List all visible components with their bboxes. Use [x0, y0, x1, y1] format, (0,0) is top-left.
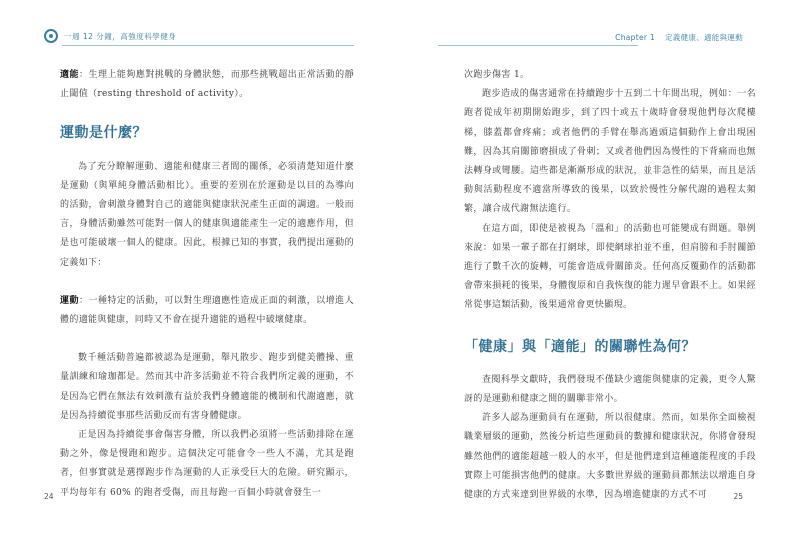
exercise-term: 運動: [60, 295, 79, 306]
header-rule-left: [62, 45, 354, 46]
section-heading-what-is-exercise: 運動是什麼？: [60, 125, 147, 142]
paragraph: 查閱科學文獻時，我們發現不僅缺少適能與健康的定義，更令人驚訝的是運動和健康之間的關聯非常小。: [464, 374, 756, 405]
paragraph: 在這方面，即使是被視為「溫和」的活動也可能變成有問題。舉例來說：如果一輩子都在打網球，即使網球拍並不重，但肩膀和手肘關節進行了數千次的旋轉，可能會造成骨關節炎。任何高反覆動作的活動都會帶來損耗的後果，身體復原和自我恢復的能力遲早會跟不上。如果經常從事這類活動，後果通常會更快顯現。: [464, 223, 756, 311]
running-header-right: [605, 32, 743, 43]
paragraph: 數千種活動普遍都被認為是運動，舉凡散步、跑步到健美體操、重量訓練和瑜珈都是。然而其中許多活動並不符合我們所定義的運動，不是因為它們在無法有效刺激有益於我們身體適能的機制和代謝適應，就是因為持續從事那些活動反而有害身體健康。: [60, 353, 354, 421]
section-heading-health-fitness: 「健康」與「適能」的關聯性為何？: [464, 338, 696, 355]
fitness-definition-text: ：生理上能夠應對挑戰的身體狀態，而那些挑戰超出正常活動的靜止閾值（resting threshold of activity）。: [60, 70, 355, 100]
right-page-body: [464, 66, 756, 505]
left-page-body: [60, 66, 354, 503]
circle-bullet-icon: [44, 29, 58, 43]
exercise-definition-text: ：一種特定的活動，可以對生理適應性造成正面的刺激，以增進人體的適能與健康，同時又不會在提升適能的過程中破壞健康。: [60, 295, 355, 326]
header-rule-right: [438, 45, 638, 46]
exercise-definition: [60, 292, 354, 330]
page-number-right: 25: [733, 492, 743, 501]
chapter-label: Chapter 1: [615, 33, 655, 42]
fitness-definition: [60, 66, 354, 104]
paragraph: 正是因為持續從事會傷害身體，所以我們必須將一些活動排除在運動之外，像是慢跑和跑步。這個決定可能會令一些人不滿，尤其是跑者，但事實就是選擇跑步作為運動的人正承受巨大的危險。研究顯示，平均每年有 60% 的跑者受傷，而且每跑一百個小時就會發生一: [60, 430, 354, 498]
fitness-term: 適能: [60, 70, 79, 80]
paragraph-continuation: 次跑步傷害 1。: [464, 70, 530, 80]
paragraph: 跑步造成的傷害通常在持續跑步十五到二十年間出現，例如：一名跑者從成年初期開始跑步，到了四十或五十歲時會發現他們每次爬樓梯，膝蓋都會疼痛；或者他們的手臂在舉高過頭這個動作上會出現困難，因為其肩關節磨損成了骨刺；又或者他們因為慢性的下背痛而也無法轉身或彎腰。這些都是漸漸形成的狀況，並非急性的結果，而且是活動與活動程度不適當所導致的後果，以致於慢性分解代謝的過程太頻繁，讓合成代謝無法進行。: [464, 89, 756, 215]
paragraph: 為了充分瞭解運動、適能和健康三者間的關係，必須清楚知道什麼是運動（與單純身體活動相比）。重要的差別在於運動是以目的為導向的活動，會刺激身體對自己的適能與健康狀況產生正面的調適。一般而言，身體活動雖然可能對一個人的健康與適能產生一定的適應作用，但是也可能破壞一個人的健康。因此，根據已知的事實，我們提出運動的定義如下：: [60, 161, 354, 268]
running-header-left: [44, 29, 176, 43]
page-number-left: 24: [44, 492, 54, 501]
book-title-header: 一週 12 分鐘，高強度科學健身: [64, 31, 177, 41]
chapter-title: 定義健康、適能與運動: [665, 33, 743, 42]
paragraph: 許多人認為運動員有在運動，所以很健康。然而，如果你全面檢視職業層級的運動，然後分析這些運動員的數據和健康狀況，你將會發現雖然他們的適能超越一般人的水平，但是他們達到這種適能程度的手段實際上可能損害他們的健康。大多數世界級的運動員都無法以增進自身健康的方式來達到世界級的水準，因為增進健康的方式不可: [464, 413, 756, 501]
